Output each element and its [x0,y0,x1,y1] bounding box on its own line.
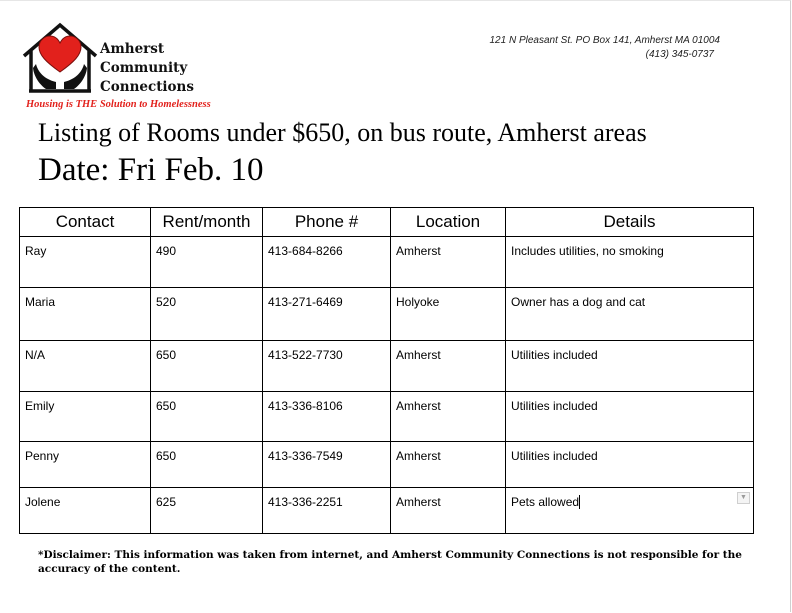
cell-rent[interactable]: 625 [151,488,263,534]
house-heart-hands-icon [22,22,100,94]
cell-location[interactable]: Amherst [391,488,506,534]
organization-name-line-3: Connections [100,79,194,95]
phone-number: (413) 345-0737 [645,49,714,60]
header-rent: Rent/month [151,208,263,237]
cell-details[interactable]: Utilities included [506,392,754,442]
cell-location[interactable]: Amherst [391,341,506,392]
document-date: Date: Fri Feb. 10 [38,152,264,188]
cell-details-text: Pets allowed [511,495,580,509]
cell-details[interactable]: Owner has a dog and cat [506,288,754,341]
cell-contact[interactable]: Jolene [20,488,151,534]
table-row [20,488,754,534]
cell-rent[interactable]: 520 [151,288,263,341]
cell-location[interactable]: Amherst [391,442,506,488]
street-address: 121 N Pleasant St. PO Box 141, Amherst MA 01004 [489,35,720,46]
table-row [20,341,754,392]
cell-rent[interactable]: 650 [151,392,263,442]
text-cursor [579,495,580,509]
tagline: Housing is THE Solution to Homelessness [26,99,211,110]
organization-name-line-1: Amherst [100,41,165,57]
cell-contact[interactable]: Penny [20,442,151,488]
header-location: Location [391,208,506,237]
cell-details-active[interactable] [506,488,754,534]
header-details: Details [506,208,754,237]
cell-location[interactable]: Amherst [391,237,506,288]
cell-phone[interactable]: 413-271-6469 [263,288,391,341]
table-row [20,237,754,288]
table-header-row [20,208,754,237]
cell-contact[interactable]: Emily [20,392,151,442]
document-title: Listing of Rooms under $650, on bus route, Amherst areas [38,118,647,147]
cell-rent[interactable]: 650 [151,442,263,488]
header-contact: Contact [20,208,151,237]
cell-details[interactable]: Utilities included [506,442,754,488]
cell-rent[interactable]: 490 [151,237,263,288]
cell-details[interactable]: Includes utilities, no smoking [506,237,754,288]
cell-phone[interactable]: 413-522-7730 [263,341,391,392]
cell-phone[interactable]: 413-336-2251 [263,488,391,534]
table-row [20,392,754,442]
organization-name-line-2: Community [100,60,188,76]
dropdown-arrow-icon[interactable]: ▼ [737,492,750,504]
cell-location[interactable]: Holyoke [391,288,506,341]
address-block [490,34,721,62]
table-row [20,288,754,341]
cell-location[interactable]: Amherst [391,392,506,442]
organization-name [100,40,194,97]
rooms-table [19,207,754,534]
table-row [20,442,754,488]
cell-phone[interactable]: 413-336-8106 [263,392,391,442]
disclaimer: *Disclaimer: This information was taken from internet, and Amherst Community Connections is not responsible for the accuracy of the content. [38,549,742,575]
cell-rent[interactable]: 650 [151,341,263,392]
cell-details[interactable]: Utilities included [506,341,754,392]
header-phone: Phone # [263,208,391,237]
cell-contact[interactable]: Maria [20,288,151,341]
cell-contact[interactable]: N/A [20,341,151,392]
cell-phone[interactable]: 413-684-8266 [263,237,391,288]
cell-contact[interactable]: Ray [20,237,151,288]
cell-phone[interactable]: 413-336-7549 [263,442,391,488]
